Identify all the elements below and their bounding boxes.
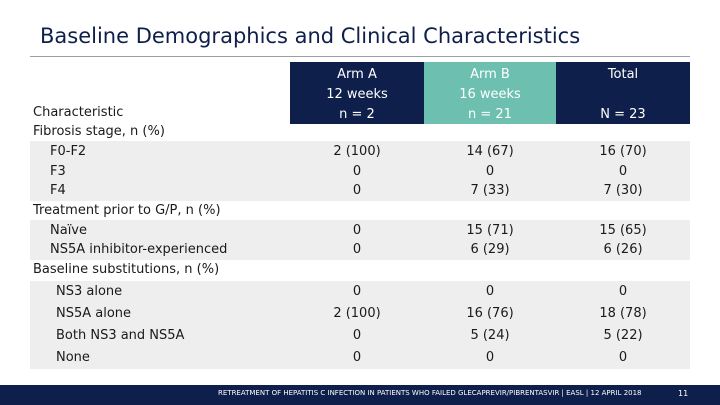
cell-naive-arm-b: 15 (71) [466, 223, 514, 238]
row-label-f3: F3 [50, 164, 66, 179]
cell-f0f2-arm-a: 2 (100) [333, 144, 381, 159]
header-arm-a-n: n = 2 [339, 107, 375, 122]
cell-ns5a-exp-arm-a: 0 [352, 242, 362, 257]
cell-ns5a-exp-total: 6 (26) [603, 242, 643, 257]
header-arm-b-n: n = 21 [468, 107, 512, 122]
page-title: Baseline Demographics and Clinical Characteristics [40, 24, 581, 48]
cell-f4-arm-a: 0 [352, 183, 362, 198]
cell-f0f2-total: 16 (70) [599, 144, 647, 159]
section-treatment: Treatment prior to G/P, n (%) [33, 203, 221, 218]
cell-ns5a-arm-b: 16 (76) [466, 306, 514, 321]
cell-f3-arm-b: 0 [485, 164, 495, 179]
page-number: 11 [678, 389, 689, 398]
cell-none-arm-a: 0 [352, 350, 362, 365]
cell-ns5a-exp-arm-b: 6 (29) [470, 242, 510, 257]
footer-text: RETREATMENT OF HEPATITIS C INFECTION IN PATIENTS WHO FAILED GLECAPREVIR/PIBRENTASVIR | EASL | 12 APRIL 2018 [218, 389, 642, 397]
cell-f0f2-arm-b: 14 (67) [466, 144, 514, 159]
cell-ns5a-arm-a: 2 (100) [333, 306, 381, 321]
cell-f3-total: 0 [618, 164, 628, 179]
cell-both-total: 5 (22) [603, 328, 643, 343]
header-arm-a-duration: 12 weeks [326, 87, 388, 102]
row-label-naive: Naïve [50, 223, 87, 238]
section-fibrosis: Fibrosis stage, n (%) [33, 124, 165, 139]
row-label-f0f2: F0-F2 [50, 144, 87, 159]
header-total [556, 62, 690, 124]
footer-bar [0, 385, 720, 405]
header-arm-a-name: Arm A [337, 67, 377, 82]
header-arm-a [290, 62, 424, 124]
header-total-n: N = 23 [600, 107, 646, 122]
cell-ns3-total: 0 [618, 284, 628, 299]
cell-none-total: 0 [618, 350, 628, 365]
header-arm-b-duration: 16 weeks [459, 87, 521, 102]
cell-ns3-arm-b: 0 [485, 284, 495, 299]
header-arm-b [424, 62, 556, 124]
header-arm-b-name: Arm B [470, 67, 510, 82]
row-label-none: None [56, 350, 90, 365]
row-label-ns5a: NS5A alone [56, 306, 132, 321]
characteristic-header: Characteristic [33, 105, 124, 120]
title-divider [30, 56, 690, 57]
cell-f4-arm-b: 7 (33) [470, 183, 510, 198]
section-baseline: Baseline substitutions, n (%) [33, 262, 220, 277]
cell-naive-total: 15 (65) [599, 223, 647, 238]
row-label-ns5a-exp: NS5A inhibitor-experienced [50, 242, 228, 257]
header-total-name: Total [607, 67, 639, 82]
cell-both-arm-b: 5 (24) [470, 328, 510, 343]
cell-both-arm-a: 0 [352, 328, 362, 343]
cell-ns3-arm-a: 0 [352, 284, 362, 299]
cell-f4-total: 7 (30) [603, 183, 643, 198]
row-label-both: Both NS3 and NS5A [56, 328, 185, 343]
cell-f3-arm-a: 0 [352, 164, 362, 179]
row-label-ns3: NS3 alone [56, 284, 123, 299]
cell-naive-arm-a: 0 [352, 223, 362, 238]
row-label-f4: F4 [50, 183, 66, 198]
cell-none-arm-b: 0 [485, 350, 495, 365]
cell-ns5a-total: 18 (78) [599, 306, 647, 321]
